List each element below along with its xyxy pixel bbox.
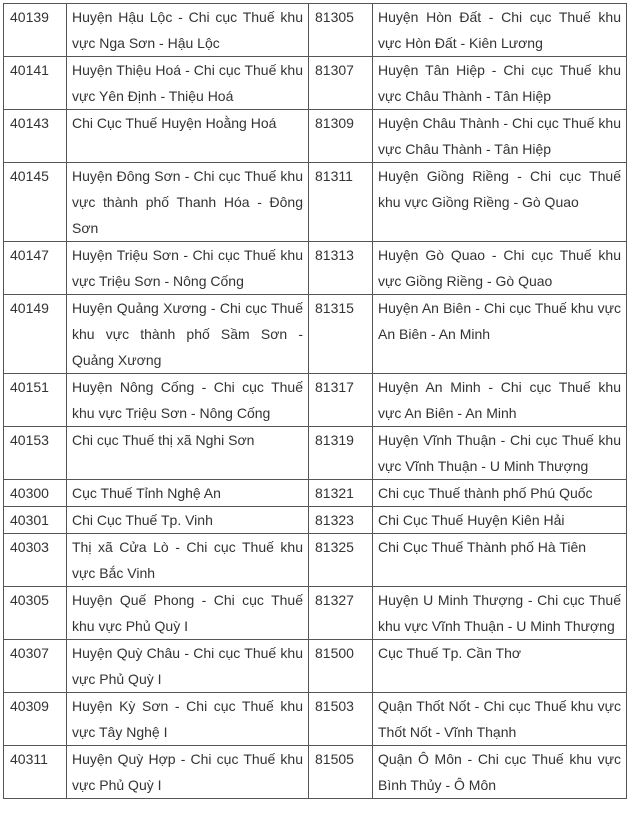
- office-name: Huyện Châu Thành - Chi cục Thuế khu vực Châu Thành - Tân Hiệp: [373, 110, 627, 163]
- office-code: 40303: [4, 534, 67, 587]
- office-code: 81313: [309, 242, 373, 295]
- office-name: Huyện Quỳ Hợp - Chi cục Thuế khu vực Phủ Quỳ I: [67, 746, 309, 799]
- office-code: 81307: [309, 57, 373, 110]
- table-row: [4, 110, 627, 163]
- office-name: Huyện Nông Cống - Chi cục Thuế khu vực Triệu Sơn - Nông Cống: [67, 374, 309, 427]
- table-row: [4, 587, 627, 640]
- office-code: 81309: [309, 110, 373, 163]
- office-name: Huyện Kỳ Sơn - Chi cục Thuế khu vực Tây Nghệ I: [67, 693, 309, 746]
- office-name: Quận Ô Môn - Chi cục Thuế khu vực Bình Thủy - Ô Môn: [373, 746, 627, 799]
- office-code: 40149: [4, 295, 67, 374]
- office-name: Chi Cục Thuế Huyện Hoằng Hoá: [67, 110, 309, 163]
- office-code: 81503: [309, 693, 373, 746]
- office-code: 81317: [309, 374, 373, 427]
- office-name: Huyện Triệu Sơn - Chi cục Thuế khu vực Triệu Sơn - Nông Cống: [67, 242, 309, 295]
- office-name: Quận Thốt Nốt - Chi cục Thuế khu vực Thốt Nốt - Vĩnh Thạnh: [373, 693, 627, 746]
- office-code: 40147: [4, 242, 67, 295]
- office-code: 81505: [309, 746, 373, 799]
- office-name: Huyện Thiệu Hoá - Chi cục Thuế khu vực Yên Định - Thiệu Hoá: [67, 57, 309, 110]
- office-name: Chi Cục Thuế Thành phố Hà Tiên: [373, 534, 627, 587]
- table-row: [4, 57, 627, 110]
- table-row: [4, 746, 627, 799]
- office-name: Huyện Quế Phong - Chi cục Thuế khu vực Phủ Quỳ I: [67, 587, 309, 640]
- table-row: [4, 295, 627, 374]
- table-row: [4, 4, 627, 57]
- table-row: [4, 163, 627, 242]
- tax-office-table: [3, 3, 627, 799]
- table-row: [4, 534, 627, 587]
- office-code: 81327: [309, 587, 373, 640]
- office-name: Huyện An Minh - Chi cục Thuế khu vực An Biên - An Minh: [373, 374, 627, 427]
- office-name: Huyện Gò Quao - Chi cục Thuế khu vực Giồng Riềng - Gò Quao: [373, 242, 627, 295]
- table-row: [4, 427, 627, 480]
- table-row: [4, 480, 627, 507]
- office-name: Huyện Hòn Đất - Chi cục Thuế khu vực Hòn Đất - Kiên Lương: [373, 4, 627, 57]
- table-row: [4, 242, 627, 295]
- office-name: Chi cục Thuế thị xã Nghi Sơn: [67, 427, 309, 480]
- office-name: Huyện Đông Sơn - Chi cục Thuế khu vực thành phố Thanh Hóa - Đông Sơn: [67, 163, 309, 242]
- office-code: 40145: [4, 163, 67, 242]
- table-row: [4, 507, 627, 534]
- office-code: 40305: [4, 587, 67, 640]
- office-code: 40151: [4, 374, 67, 427]
- office-code: 40307: [4, 640, 67, 693]
- office-name: Huyện Vĩnh Thuận - Chi cục Thuế khu vực Vĩnh Thuận - U Minh Thượng: [373, 427, 627, 480]
- table-row: [4, 693, 627, 746]
- office-code: 81311: [309, 163, 373, 242]
- office-name: Cục Thuế Tp. Cần Thơ: [373, 640, 627, 693]
- office-code: 40153: [4, 427, 67, 480]
- office-name: Huyện Quảng Xương - Chi cục Thuế khu vực thành phố Sầm Sơn - Quảng Xương: [67, 295, 309, 374]
- office-name: Chi Cục Thuế Huyện Kiên Hải: [373, 507, 627, 534]
- office-name: Chi Cục Thuế Tp. Vinh: [67, 507, 309, 534]
- office-name: Cục Thuế Tỉnh Nghệ An: [67, 480, 309, 507]
- office-code: 40300: [4, 480, 67, 507]
- office-name: Huyện Hậu Lộc - Chi cục Thuế khu vực Nga Sơn - Hậu Lộc: [67, 4, 309, 57]
- office-name: Thị xã Cửa Lò - Chi cục Thuế khu vực Bắc Vinh: [67, 534, 309, 587]
- office-code: 81323: [309, 507, 373, 534]
- office-code: 40143: [4, 110, 67, 163]
- office-code: 81325: [309, 534, 373, 587]
- office-name: Huyện Tân Hiệp - Chi cục Thuế khu vực Châu Thành - Tân Hiệp: [373, 57, 627, 110]
- office-code: 81319: [309, 427, 373, 480]
- office-code: 40309: [4, 693, 67, 746]
- office-name: Chi cục Thuế thành phố Phú Quốc: [373, 480, 627, 507]
- office-name: Huyện An Biên - Chi cục Thuế khu vực An Biên - An Minh: [373, 295, 627, 374]
- office-code: 40301: [4, 507, 67, 534]
- office-code: 81500: [309, 640, 373, 693]
- office-code: 40141: [4, 57, 67, 110]
- table-row: [4, 640, 627, 693]
- table-row: [4, 374, 627, 427]
- office-code: 81321: [309, 480, 373, 507]
- office-name: Huyện Quỳ Châu - Chi cục Thuế khu vực Phủ Quỳ I: [67, 640, 309, 693]
- office-name: Huyện U Minh Thượng - Chi cục Thuế khu vực Vĩnh Thuận - U Minh Thượng: [373, 587, 627, 640]
- office-code: 40311: [4, 746, 67, 799]
- office-name: Huyện Giồng Riềng - Chi cục Thuế khu vực Giồng Riềng - Gò Quao: [373, 163, 627, 242]
- office-code: 81315: [309, 295, 373, 374]
- office-code: 40139: [4, 4, 67, 57]
- office-code: 81305: [309, 4, 373, 57]
